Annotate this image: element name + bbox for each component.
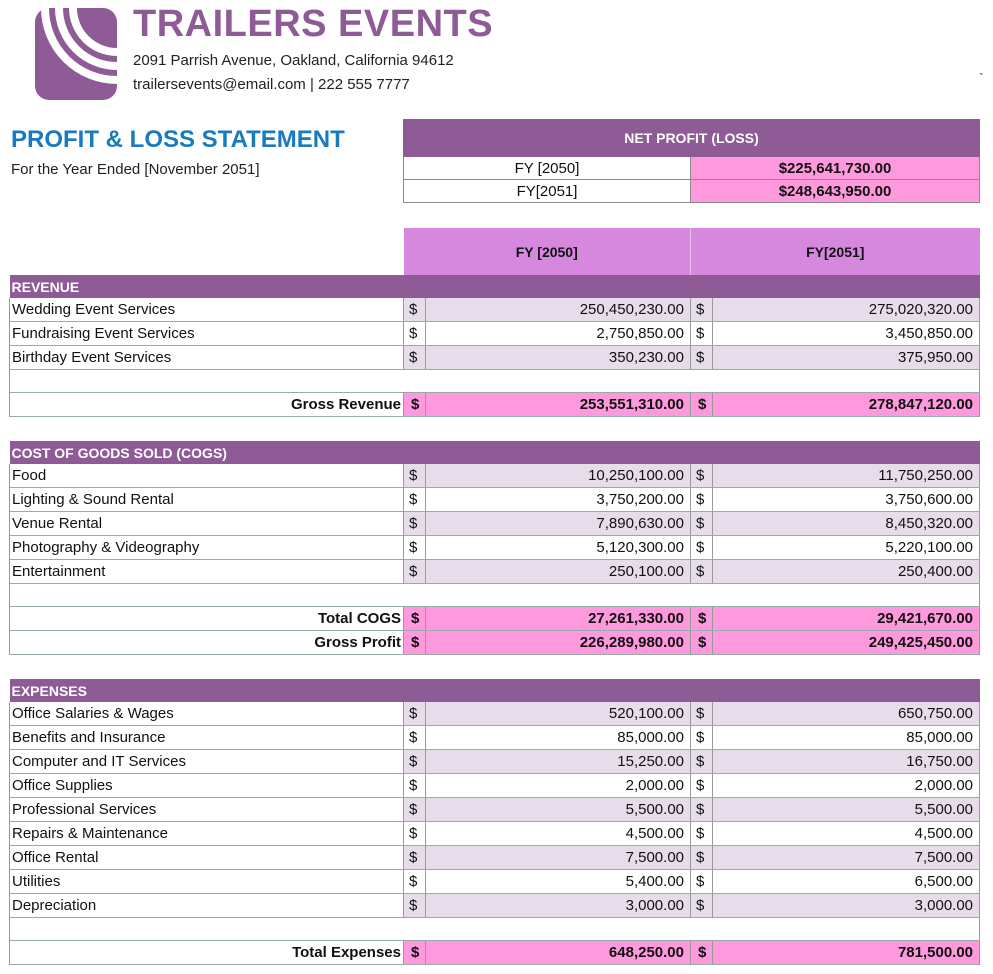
fy2-value[interactable]: 650,750.00 [713, 702, 980, 726]
currency-symbol: $ [691, 607, 713, 631]
fy1-value[interactable]: 350,230.00 [426, 346, 691, 370]
fy1-value[interactable]: 85,000.00 [426, 726, 691, 750]
fy1-value[interactable]: 7,500.00 [426, 846, 691, 870]
fy1-value[interactable]: 3,000.00 [426, 894, 691, 918]
row-label[interactable]: Venue Rental [10, 512, 404, 536]
currency-symbol: $ [404, 512, 426, 536]
currency-symbol: $ [691, 846, 713, 870]
currency-symbol: $ [404, 464, 426, 488]
blank-cell[interactable] [10, 370, 980, 393]
fy1-value[interactable]: 520,100.00 [426, 702, 691, 726]
row-label[interactable]: Wedding Event Services [10, 298, 404, 322]
currency-symbol: $ [404, 870, 426, 894]
row-label[interactable]: Birthday Event Services [10, 346, 404, 370]
fy1-value[interactable]: 15,250.00 [426, 750, 691, 774]
currency-symbol: $ [404, 702, 426, 726]
blank-row [10, 584, 980, 607]
table-row [10, 870, 980, 894]
net-profit-value[interactable]: $248,643,950.00 [691, 180, 980, 203]
table-row [10, 346, 980, 370]
net-profit-year[interactable]: FY[2051] [404, 180, 691, 203]
currency-symbol: $ [691, 894, 713, 918]
row-label[interactable]: Computer and IT Services [10, 750, 404, 774]
fy1-value[interactable]: 2,750,850.00 [426, 322, 691, 346]
company-contact: trailersevents@email.com | 222 555 7777 [133, 76, 410, 93]
table-row [10, 512, 980, 536]
table-row [10, 488, 980, 512]
currency-symbol: $ [404, 822, 426, 846]
row-label[interactable]: Utilities [10, 870, 404, 894]
currency-symbol: $ [404, 798, 426, 822]
currency-symbol: $ [691, 750, 713, 774]
fy1-value[interactable]: 250,100.00 [426, 560, 691, 584]
currency-symbol: $ [691, 298, 713, 322]
fy1-header[interactable]: FY [2050] [404, 228, 691, 275]
revenue-section-title[interactable]: REVENUE [10, 275, 980, 298]
currency-symbol: $ [691, 631, 713, 655]
row-label[interactable]: Office Supplies [10, 774, 404, 798]
fy1-value[interactable]: 2,000.00 [426, 774, 691, 798]
fy1-value[interactable]: 5,120,300.00 [426, 536, 691, 560]
section-header-row [10, 275, 980, 298]
fy2-value[interactable]: 85,000.00 [713, 726, 980, 750]
net-profit-year[interactable]: FY [2050] [404, 157, 691, 180]
fy2-value[interactable]: 5,220,100.00 [713, 536, 980, 560]
section-header-row [10, 441, 980, 464]
row-label[interactable]: Entertainment [10, 560, 404, 584]
gross-revenue-fy2[interactable]: 278,847,120.00 [713, 393, 980, 417]
row-label[interactable]: Benefits and Insurance [10, 726, 404, 750]
currency-symbol: $ [691, 941, 713, 965]
gross-profit-fy2[interactable]: 249,425,450.00 [713, 631, 980, 655]
fy2-value[interactable]: 11,750,250.00 [713, 464, 980, 488]
currency-symbol: $ [691, 822, 713, 846]
currency-symbol: $ [691, 774, 713, 798]
page-subtitle: For the Year Ended [November 2051] [11, 161, 260, 178]
fy1-value[interactable]: 5,400.00 [426, 870, 691, 894]
table-row [10, 536, 980, 560]
header-spacer [10, 228, 404, 275]
currency-symbol: $ [691, 488, 713, 512]
fy2-value[interactable]: 4,500.00 [713, 822, 980, 846]
fy1-value[interactable]: 3,750,200.00 [426, 488, 691, 512]
fy2-value[interactable]: 3,450,850.00 [713, 322, 980, 346]
fy2-value[interactable]: 375,950.00 [713, 346, 980, 370]
currency-symbol: $ [404, 846, 426, 870]
spacer-row [10, 417, 980, 442]
section-header-row [10, 679, 980, 702]
net-profit-header-row [404, 120, 980, 157]
net-profit-row [404, 180, 980, 203]
total-cogs-label[interactable]: Total COGS [10, 607, 404, 631]
table-row [10, 726, 980, 750]
currency-symbol: $ [691, 536, 713, 560]
fy2-value[interactable]: 16,750.00 [713, 750, 980, 774]
row-label[interactable]: Food [10, 464, 404, 488]
currency-symbol: $ [404, 607, 426, 631]
row-label[interactable]: Lighting & Sound Rental [10, 488, 404, 512]
total-expenses-fy2[interactable]: 781,500.00 [713, 941, 980, 965]
net-profit-table [403, 119, 980, 203]
blank-row [10, 918, 980, 941]
table-row [10, 846, 980, 870]
currency-symbol: $ [691, 346, 713, 370]
blank-row [10, 370, 980, 393]
currency-symbol: $ [404, 726, 426, 750]
fy1-value[interactable]: 250,450,230.00 [426, 298, 691, 322]
fy2-value[interactable]: 5,500.00 [713, 798, 980, 822]
currency-symbol: $ [404, 536, 426, 560]
table-row [10, 464, 980, 488]
currency-symbol: $ [691, 798, 713, 822]
currency-symbol: $ [404, 631, 426, 655]
page-title: PROFIT & LOSS STATEMENT [11, 126, 345, 153]
currency-symbol: $ [404, 774, 426, 798]
fy2-value[interactable]: 275,020,320.00 [713, 298, 980, 322]
total-row [10, 393, 980, 417]
table-row [10, 322, 980, 346]
currency-symbol: $ [404, 750, 426, 774]
row-label[interactable]: Fundraising Event Services [10, 322, 404, 346]
currency-symbol: $ [691, 393, 713, 417]
company-name: TRAILERS EVENTS [133, 3, 494, 45]
fy2-value[interactable]: 7,500.00 [713, 846, 980, 870]
total-cogs-fy2[interactable]: 29,421,670.00 [713, 607, 980, 631]
fy2-value[interactable]: 3,750,600.00 [713, 488, 980, 512]
currency-symbol: $ [404, 393, 426, 417]
currency-symbol: $ [404, 894, 426, 918]
fy2-header[interactable]: FY[2051] [691, 228, 980, 275]
total-row [10, 631, 980, 655]
blank-cell[interactable] [10, 918, 980, 941]
table-row [10, 298, 980, 322]
fiscal-year-header-row [10, 228, 980, 275]
table-row [10, 702, 980, 726]
currency-symbol: $ [691, 560, 713, 584]
currency-symbol: $ [404, 941, 426, 965]
expenses-section-title[interactable]: EXPENSES [10, 679, 980, 702]
gross-revenue-label[interactable]: Gross Revenue [10, 393, 404, 417]
cogs-section-title[interactable]: COST OF GOODS SOLD (COGS) [10, 441, 980, 464]
net-profit-value[interactable]: $225,641,730.00 [691, 157, 980, 180]
fy2-value[interactable]: 6,500.00 [713, 870, 980, 894]
spacer-row [10, 655, 980, 680]
row-label[interactable]: Office Rental [10, 846, 404, 870]
fy2-value[interactable]: 3,000.00 [713, 894, 980, 918]
row-label[interactable]: Office Salaries & Wages [10, 702, 404, 726]
net-profit-row [404, 157, 980, 180]
row-label[interactable]: Depreciation [10, 894, 404, 918]
row-label[interactable]: Repairs & Maintenance [10, 822, 404, 846]
fy2-value[interactable]: 250,400.00 [713, 560, 980, 584]
currency-symbol: $ [691, 702, 713, 726]
currency-symbol: $ [691, 870, 713, 894]
total-expenses-label[interactable]: Total Expenses [10, 941, 404, 965]
fy1-value[interactable]: 7,890,630.00 [426, 512, 691, 536]
profit-loss-table [9, 228, 980, 965]
stray-mark: ` [979, 70, 984, 86]
table-row [10, 894, 980, 918]
currency-symbol: $ [691, 322, 713, 346]
currency-symbol: $ [691, 464, 713, 488]
gross-profit-label[interactable]: Gross Profit [10, 631, 404, 655]
table-row [10, 750, 980, 774]
currency-symbol: $ [404, 346, 426, 370]
fy2-value[interactable]: 8,450,320.00 [713, 512, 980, 536]
table-row [10, 798, 980, 822]
fy1-value[interactable]: 10,250,100.00 [426, 464, 691, 488]
currency-symbol: $ [691, 512, 713, 536]
row-label[interactable]: Professional Services [10, 798, 404, 822]
company-address: 2091 Parrish Avenue, Oakland, California 94612 [133, 52, 454, 69]
company-logo-icon [35, 8, 117, 100]
fy1-value[interactable]: 5,500.00 [426, 798, 691, 822]
total-row [10, 941, 980, 965]
currency-symbol: $ [691, 726, 713, 750]
table-row [10, 774, 980, 798]
net-profit-header[interactable]: NET PROFIT (LOSS) [404, 120, 980, 157]
fy2-value[interactable]: 2,000.00 [713, 774, 980, 798]
blank-cell[interactable] [10, 584, 980, 607]
currency-symbol: $ [404, 322, 426, 346]
gross-revenue-fy1[interactable]: 253,551,310.00 [426, 393, 691, 417]
total-row [10, 607, 980, 631]
currency-symbol: $ [404, 488, 426, 512]
table-row [10, 560, 980, 584]
currency-symbol: $ [404, 298, 426, 322]
gross-profit-fy1[interactable]: 226,289,980.00 [426, 631, 691, 655]
row-label[interactable]: Photography & Videography [10, 536, 404, 560]
total-expenses-fy1[interactable]: 648,250.00 [426, 941, 691, 965]
total-cogs-fy1[interactable]: 27,261,330.00 [426, 607, 691, 631]
fy1-value[interactable]: 4,500.00 [426, 822, 691, 846]
currency-symbol: $ [404, 560, 426, 584]
table-row [10, 822, 980, 846]
